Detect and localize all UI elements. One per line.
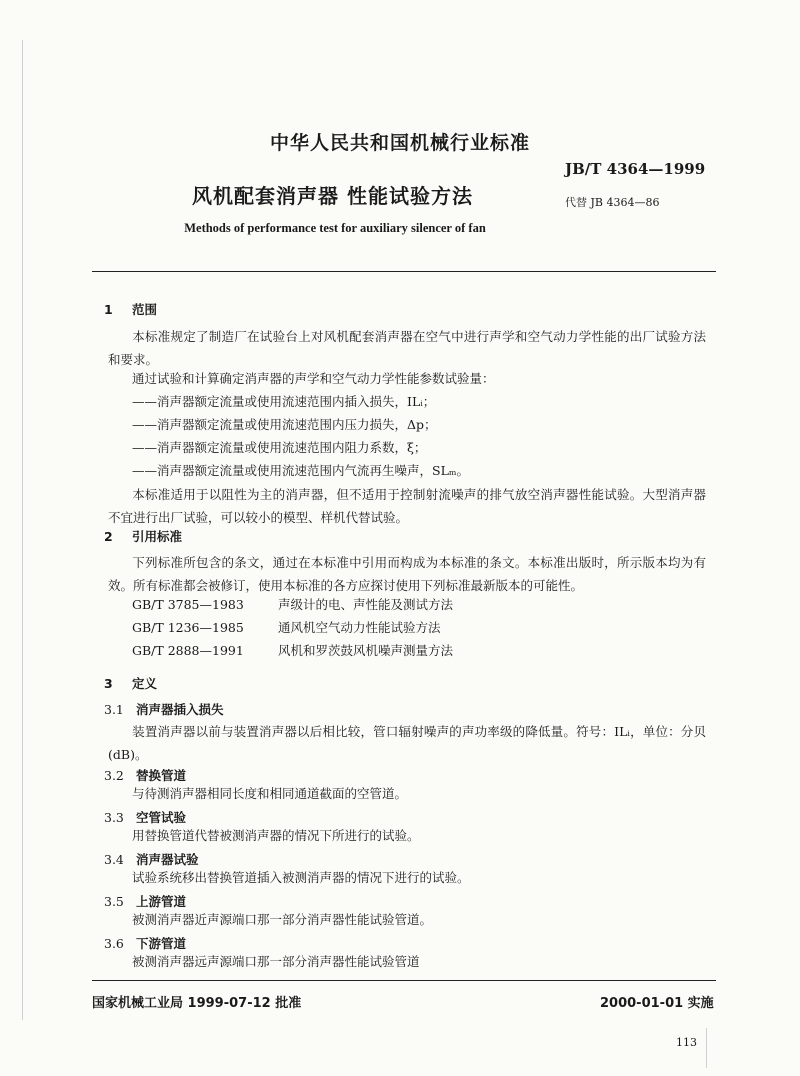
page-number: 113	[676, 1036, 697, 1049]
reference-row: GB/T 3785—1983 声级计的电、声性能及测试方法	[132, 597, 454, 612]
scan-edge-line	[22, 40, 23, 1020]
section-3-heading	[104, 674, 157, 692]
definition-text: 试验系统移出替换管道插入被测消声器的情况下进行的试验。	[132, 870, 470, 885]
standard-number: JB/T 4364—1999	[565, 160, 706, 178]
list-item: ——消声器额定流量或使用流速范围内压力损失，Δp；	[132, 417, 437, 432]
section-1-paragraph-3: 本标准适用于以阻性为主的消声器，但不适用于控制射流噪声的排气放空消声器性能试验。大型消声器不宜进行出厂试验，可以较小的模型、样机代替试验。	[108, 487, 706, 525]
english-title: Methods of performance test for auxiliary silencer of fan	[184, 221, 486, 235]
definition-heading: 3.3 空管试验	[104, 810, 187, 825]
definition-heading: 3.1 消声器插入损失	[104, 702, 224, 717]
definition-heading: 3.2 替换管道	[104, 768, 187, 783]
approval-line: 国家机械工业局 1999-07-12 批准	[92, 996, 302, 1011]
section-title: 定义	[132, 676, 158, 691]
list-item: ——消声器额定流量或使用流速范围内插入损失，ILᵢ；	[132, 394, 436, 409]
definition-heading: 3.4 消声器试验	[104, 852, 199, 867]
section-1-paragraph-2: 通过试验和计算确定消声器的声学和空气动力学性能参数试验量：	[132, 371, 495, 386]
replaces-note: 代替 JB 4364—86	[565, 196, 660, 209]
section-1-paragraph-1: 本标准规定了制造厂在试验台上对风机配套消声器在空气中进行声学和空气动力学性能的出厂试验方法和要求。	[108, 329, 706, 367]
document-title: 风机配套消声器 性能试验方法	[192, 184, 473, 208]
header-divider	[92, 271, 716, 272]
section-title: 范围	[132, 302, 158, 317]
list-item: ——消声器额定流量或使用流速范围内气流再生噪声，SLₘ。	[132, 463, 470, 478]
section-number: 1	[104, 302, 113, 317]
definition-text: 用替换管道代替被测消声器的情况下所进行的试验。	[132, 828, 420, 843]
issuing-body: 中华人民共和国机械行业标准	[269, 132, 530, 154]
reference-row: GB/T 1236—1985 通风机空气动力性能试验方法	[132, 620, 441, 635]
definition-heading: 3.5 上游管道	[104, 894, 187, 909]
footer-divider	[92, 980, 716, 981]
section-2-heading	[104, 527, 182, 545]
reference-row: GB/T 2888—1991 风机和罗茨鼓风机噪声测量方法	[132, 643, 454, 658]
section-number: 3	[104, 676, 113, 691]
section-2-paragraph: 下列标准所包含的条文，通过在本标准中引用而构成为本标准的条文。本标准出版时，所示版本均为有效。所有标准都会被修订，使用本标准的各方应探讨使用下列标准最新版本的可能性。	[108, 555, 706, 593]
scan-edge-line	[706, 1028, 707, 1068]
definition-text: 被测消声器近声源端口那一部分消声器性能试验管道。	[132, 912, 433, 927]
section-number: 2	[104, 529, 113, 544]
section-title: 引用标准	[132, 529, 183, 544]
section-1-heading	[104, 300, 157, 318]
list-item: ——消声器额定流量或使用流速范围内阻力系数，ξ；	[132, 440, 427, 455]
definition-text: 与待测消声器相同长度和相同通道截面的空管道。	[132, 786, 408, 801]
definition-heading: 3.6 下游管道	[104, 936, 187, 951]
definition-text: 装置消声器以前与装置消声器以后相比较，管口辐射噪声的声功率级的降低量。符号：ILᵢ，单位：分贝(dB)。	[108, 724, 706, 762]
effective-date: 2000-01-01 实施	[600, 996, 714, 1011]
definition-text: 被测消声器远声源端口那一部分消声器性能试验管道	[132, 954, 420, 969]
